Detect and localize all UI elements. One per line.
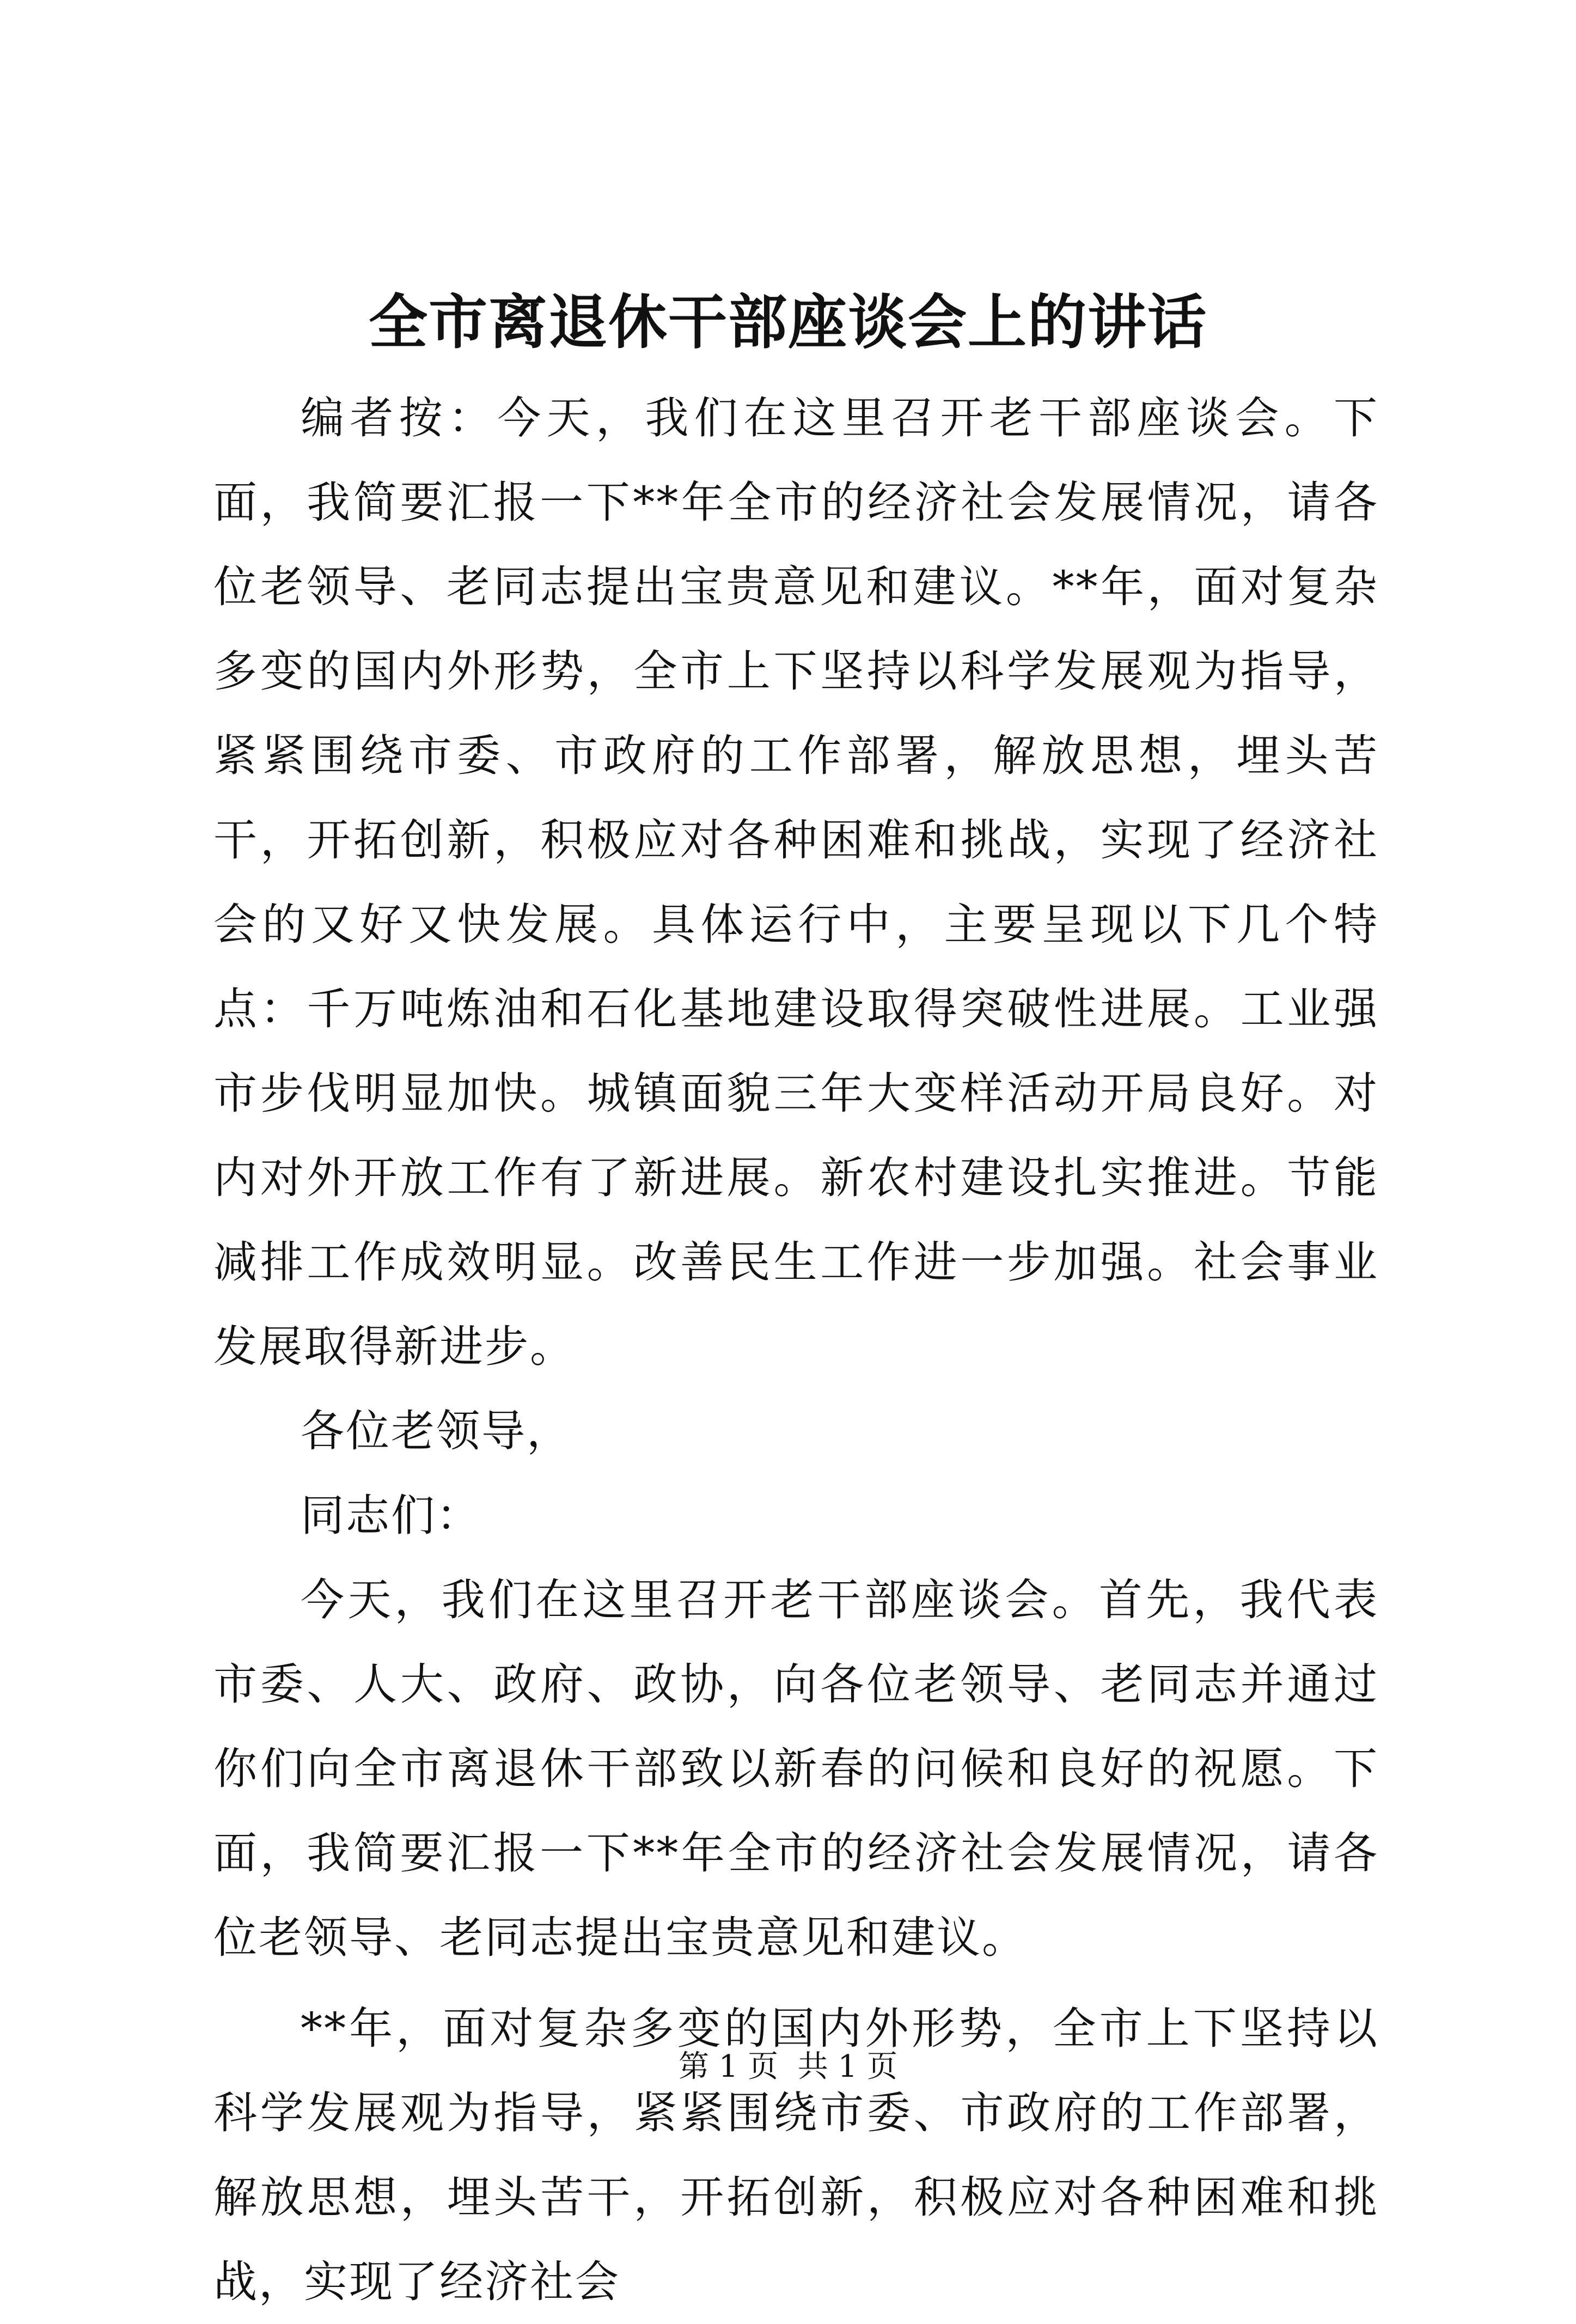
salutation-comrades: 同志们： [301, 1490, 481, 1541]
page-number: 第 1 页 [678, 2049, 779, 2084]
opening-paragraph: 今天，我们在这里召开老干部座谈会。首先，我代表市委、人大、政府、政协，向各位老领导、老同志并通过你们向全市离退休干部致以新春的问候和良好的祝愿。下面，我简要汇报一下**年全市的经济社会发展情况，请各位老领导、老同志提出宝贵意见和建议。 [213, 1575, 1379, 1963]
salutation-leaders: 各位老领导， [301, 1406, 572, 1456]
development-paragraph: **年，面对复杂多变的国内外形势，全市上下坚持以科学发展观为指导，紧紧围绕市委、市政府的工作部署，解放思想，埋头苦干，开拓创新，积极应对各种困难和挑战，实现了经济社会 [213, 2003, 1379, 2307]
document-body [213, 376, 1379, 2324]
page-total: 共 1 页 [797, 2049, 898, 2084]
page-footer [0, 2045, 1576, 2089]
document-title: 全市离退休干部座谈会上的讲话 [368, 288, 1207, 357]
editor-note-paragraph: 编者按：今天，我们在这里召开老干部座谈会。下面，我简要汇报一下**年全市的经济社会发展情况，请各位老领导、老同志提出宝贵意见和建议。**年，面对复杂多变的国内外形势，全市上下坚持以科学发展观为指导，紧紧围绕市委、市政府的工作部署，解放思想，埋头苦干，开拓创新，积极应对各种困难和挑战，实现了经济社会的又好又快发展。具体运行中，主要呈现以下几个特点：千万吨炼油和石化基地建设取得突破性进展。工业强市步伐明显加快。城镇面貌三年大变样活动开局良好。对内对外开放工作有了新进展。新农村建设扎实推进。节能减排工作成效明显。改善民生工作进一步加强。社会事业发展取得新进步。 [213, 393, 1379, 1372]
